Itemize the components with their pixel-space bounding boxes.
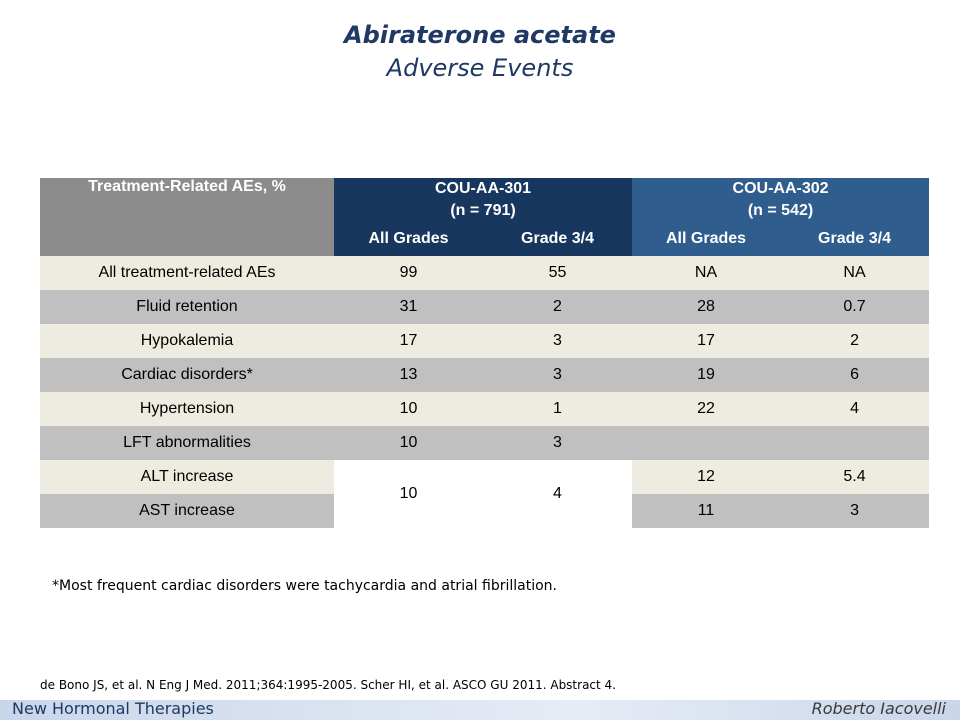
row-label: ALT increase (40, 460, 334, 494)
group2-name: COU-AA-302 (732, 180, 829, 197)
cell: 10 (334, 392, 483, 426)
group1-name: COU-AA-301 (435, 180, 532, 197)
table-row (40, 324, 929, 358)
group2-n: (n = 542) (747, 202, 814, 219)
cell: 13 (334, 358, 483, 392)
cell: 0.7 (780, 290, 929, 324)
cell (632, 426, 780, 460)
row-label: LFT abnormalities (40, 426, 334, 460)
row-label: Fluid retention (40, 290, 334, 324)
table-row (40, 460, 929, 494)
title-sub: Adverse Events (386, 54, 574, 82)
row-label: AST increase (40, 494, 334, 528)
cell: NA (780, 256, 929, 290)
group1-n: (n = 791) (450, 202, 516, 219)
row-label: Cardiac disorders* (40, 358, 334, 392)
cell: 2 (780, 324, 929, 358)
subheader-302-grade-3-4: Grade 3/4 (780, 222, 929, 256)
cell: 17 (334, 324, 483, 358)
table-row (40, 392, 929, 426)
cell: NA (632, 256, 780, 290)
title-main: Abiraterone acetate (344, 21, 616, 49)
row-label: Hypertension (40, 392, 334, 426)
cell: 2 (483, 290, 632, 324)
cell: 6 (780, 358, 929, 392)
table-row (40, 290, 929, 324)
footer-bar (0, 700, 960, 720)
footnote: *Most frequent cardiac disorders were tachycardia and atrial fibrillation. (52, 578, 557, 594)
cell: 10 (334, 426, 483, 460)
table-row (40, 358, 929, 392)
table-row (40, 426, 929, 460)
cell-merged: 10 (334, 460, 483, 528)
subheader-301-all-grades: All Grades (334, 222, 483, 256)
row-label: Hypokalemia (40, 324, 334, 358)
subheader-301-grade-3-4: Grade 3/4 (483, 222, 632, 256)
footer-author: Roberto Iacovelli (811, 699, 946, 718)
cell: 5.4 (780, 460, 929, 494)
header-cou-aa-302 (632, 178, 929, 222)
cell: 4 (780, 392, 929, 426)
table-row (40, 256, 929, 290)
row-label: All treatment-related AEs (40, 256, 334, 290)
cell: 3 (483, 358, 632, 392)
cell: 3 (780, 494, 929, 528)
reference: de Bono JS, et al. N Eng J Med. 2011;364:1995-2005. Scher HI, et al. ASCO GU 2011. Abstract 4. (40, 678, 616, 692)
header-treatment-related-aes: Treatment-Related AEs, % (40, 178, 334, 256)
cell-merged: 4 (483, 460, 632, 528)
adverse-events-table (40, 178, 929, 528)
subheader-302-all-grades: All Grades (632, 222, 780, 256)
cell: 28 (632, 290, 780, 324)
cell (780, 426, 929, 460)
cell: 3 (483, 324, 632, 358)
slide-title (0, 18, 960, 84)
cell: 12 (632, 460, 780, 494)
cell: 17 (632, 324, 780, 358)
cell: 3 (483, 426, 632, 460)
cell: 11 (632, 494, 780, 528)
cell: 22 (632, 392, 780, 426)
footer-section-title: New Hormonal Therapies (12, 699, 214, 718)
header-cou-aa-301 (334, 178, 632, 222)
cell: 19 (632, 358, 780, 392)
cell: 99 (334, 256, 483, 290)
cell: 31 (334, 290, 483, 324)
cell: 55 (483, 256, 632, 290)
cell: 1 (483, 392, 632, 426)
